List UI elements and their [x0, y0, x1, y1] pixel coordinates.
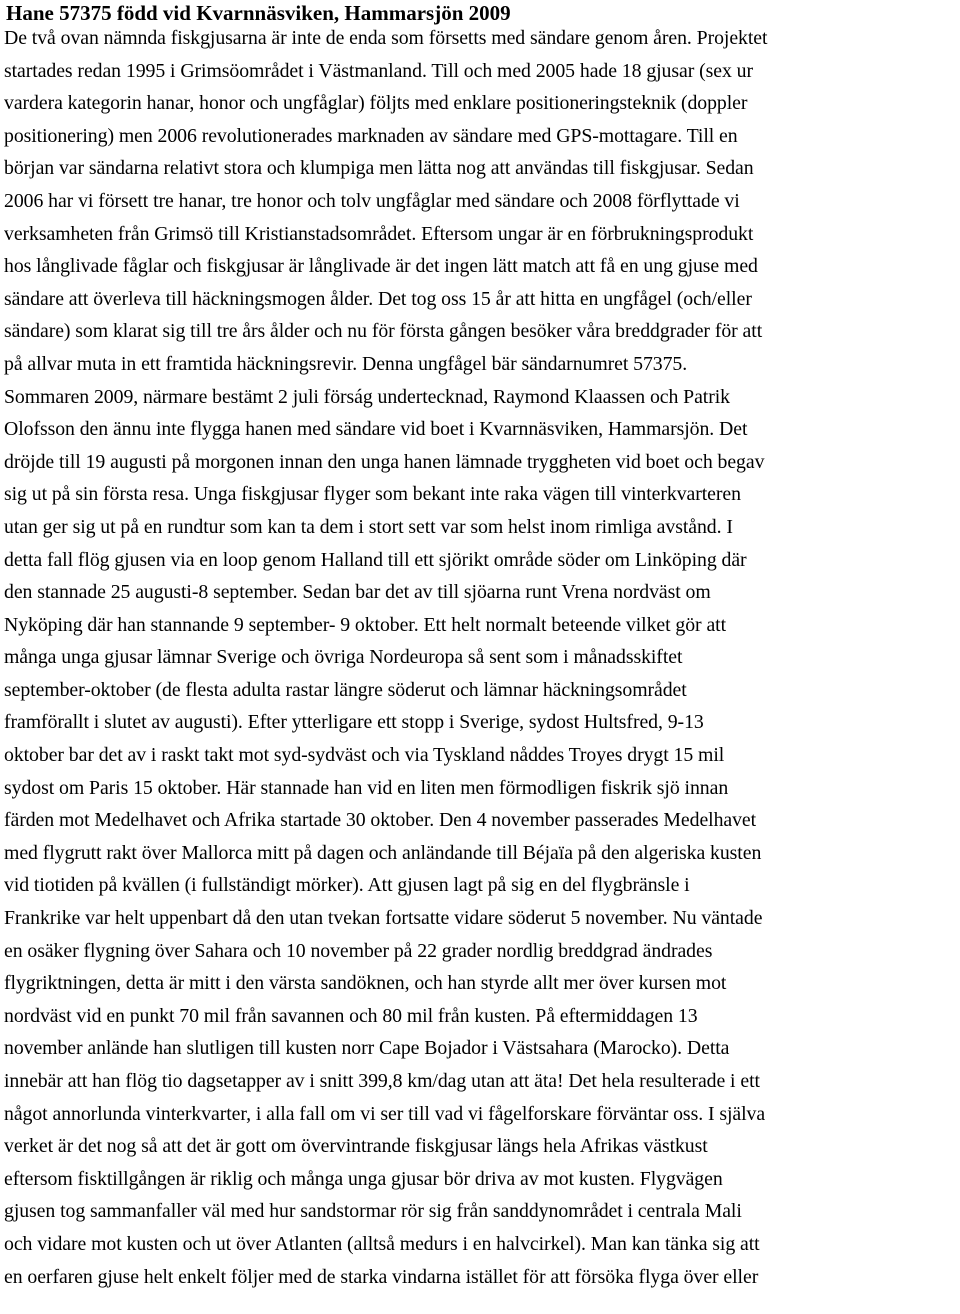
text-line: 2006 har vi försett tre hanar, tre honor och tolv ungfåglar med sändare och 2008 förflyttade vi: [4, 189, 740, 212]
document-title: Hane 57375 född vid Kvarnnäsviken, Hammarsjön 2009: [6, 1, 511, 25]
text-line: färden mot Medelhavet och Afrika startade 30 oktober. Den 4 november passerades Medelhavet: [4, 809, 757, 832]
text-line: positionering) men 2006 revolutionerades marknaden av sändare med GPS-mottagare. Till en: [4, 124, 738, 147]
text-line: hos långlivade fåglar och fiskgjusar är långlivade är det ingen lätt match att få en ung gjuse med: [4, 255, 758, 278]
text-line: något annorlunda vinterkvarter, i alla fall om vi ser till vad vi fågelforskare förväntar oss. I själva: [4, 1102, 766, 1125]
text-line: framförallt i slutet av augusti). Efter ytterligare ett stopp i Sverige, sydost Hultsfred, 9-13: [4, 711, 704, 734]
text-line: början var sändarna relativt stora och klumpiga men lätta nog att användas till fiskgjusar. Sedan: [4, 157, 754, 180]
text-line: Frankrike var helt uppenbart då den utan tvekan fortsatte vidare söderut 5 november. Nu väntade: [4, 907, 763, 930]
text-line: Olofsson den ännu inte flygga hanen med sändare vid boet i Kvarnnäsviken, Hammarsjön. Det: [4, 418, 748, 441]
text-line: nordväst vid en punkt 70 mil från savannen och 80 mil från kusten. På eftermiddagen 13: [4, 1004, 698, 1027]
text-line: vardera kategorin hanar, honor och ungfåglar) följts med enklare positioneringsteknik (doppler: [4, 92, 748, 115]
text-line: sändare att överleva till häckningsmogen ålder. Det tog oss 15 år att hitta en ungfågel (och/eller: [4, 287, 752, 310]
text-line: Nyköping där han stannande 9 september- 9 oktober. Ett helt normalt beteende vilket gör att: [4, 613, 727, 636]
text-line: detta fall flög gjusen via en loop genom Halland till ett sjörikt område söder om Linköping där: [4, 548, 747, 571]
text-line: sig ut på sin första resa. Unga fiskgjusar flyger som bekant inte raka vägen till vinterkvarteren: [4, 483, 741, 506]
text-line: en oerfaren gjuse helt enkelt följer med de starka vindarna istället för att försöka flyga över eller: [4, 1265, 759, 1288]
text-line: med flygrutt rakt över Mallorca mitt på dagen och anländande till Béjaïa på den algeriska kusten: [4, 841, 762, 864]
text-line: eftersom fisktillgången är riklig och många unga gjusar bör driva av mot kusten. Flygvägen: [4, 1167, 723, 1190]
text-line: den stannade 25 augusti-8 september. Sedan bar det av till sjöarna runt Vrena nordväst om: [4, 581, 711, 604]
text-line: Sommaren 2009, närmare bestämt 2 juli förság undertecknad, Raymond Klaassen och Patrik: [4, 385, 730, 408]
text-line: verksamheten från Grimsö till Kristianstadsområdet. Eftersom ungar är en förbrukningsprodukt: [4, 222, 754, 245]
text-line: sydost om Paris 15 oktober. Här stannade han vid en liten men förmodligen fiskrik sjö innan: [4, 776, 729, 799]
text-line: vid tiotiden på kvällen (i fullständigt mörker). Att gjusen lagt på sig en del flygbränsle i: [4, 874, 690, 897]
text-line: en osäker flygning över Sahara och 10 november på 22 grader nordlig breddgrad ändrades: [4, 939, 713, 962]
text-line: dröjde till 19 augusti på morgonen innan den unga hanen lämnade tryggheten vid boet och begav: [4, 450, 765, 473]
text-line: verket är det nog så att det är gott om övervintrande fiskgjusar längs hela Afrikas västkust: [4, 1135, 708, 1158]
text-line: november anlände han slutligen till kusten norr Cape Bojador i Västsahara (Marocko). Detta: [4, 1037, 730, 1060]
text-line: många unga gjusar lämnar Sverige och övriga Nordeuropa så sent som i månadsskiftet: [4, 646, 683, 669]
text-line: september-oktober (de flesta adulta rastar längre söderut och lämnar häckningsområdet: [4, 678, 687, 701]
text-line: på allvar muta in ett framtida häckningsrevir. Denna ungfågel bär sändarnumret 57375.: [4, 352, 688, 375]
text-line: gjusen tog sammanfaller väl med hur sandstormar rör sig från sanddynområdet i centrala Mali: [4, 1200, 742, 1223]
text-line: oktober bar det av i raskt takt mot syd-sydväst och via Tyskland nåddes Troyes drygt 15 mil: [4, 744, 725, 767]
body-text: [4, 22, 960, 1293]
text-line: flygriktningen, detta är mitt i den värsta sandöknen, och han styrde allt mer över kursen mot: [4, 972, 727, 995]
text-line: utan ger sig ut på en rundtur som kan ta dem i stort sett var som helst inom rimliga avstånd. I: [4, 515, 733, 538]
text-line: startades redan 1995 i Grimsöområdet i Västmanland. Till och med 2005 hade 18 gjusar (sex ur: [4, 59, 753, 82]
text-line: och vidare mot kusten och ut över Atlanten (alltså medurs i en halvcirkel). Man kan tänka sig att: [4, 1232, 760, 1255]
text-line: sändare) som klarat sig till tre års ålder och nu för första gången besöker våra breddgrader för att: [4, 320, 763, 343]
text-line: innebär att han flög tio dagsetapper av i snitt 399,8 km/dag utan att äta! Det hela resulterade i ett: [4, 1070, 760, 1092]
text-line: De två ovan nämnda fiskgjusarna är inte de enda som försetts med sändare genom åren. Projektet: [4, 27, 768, 49]
